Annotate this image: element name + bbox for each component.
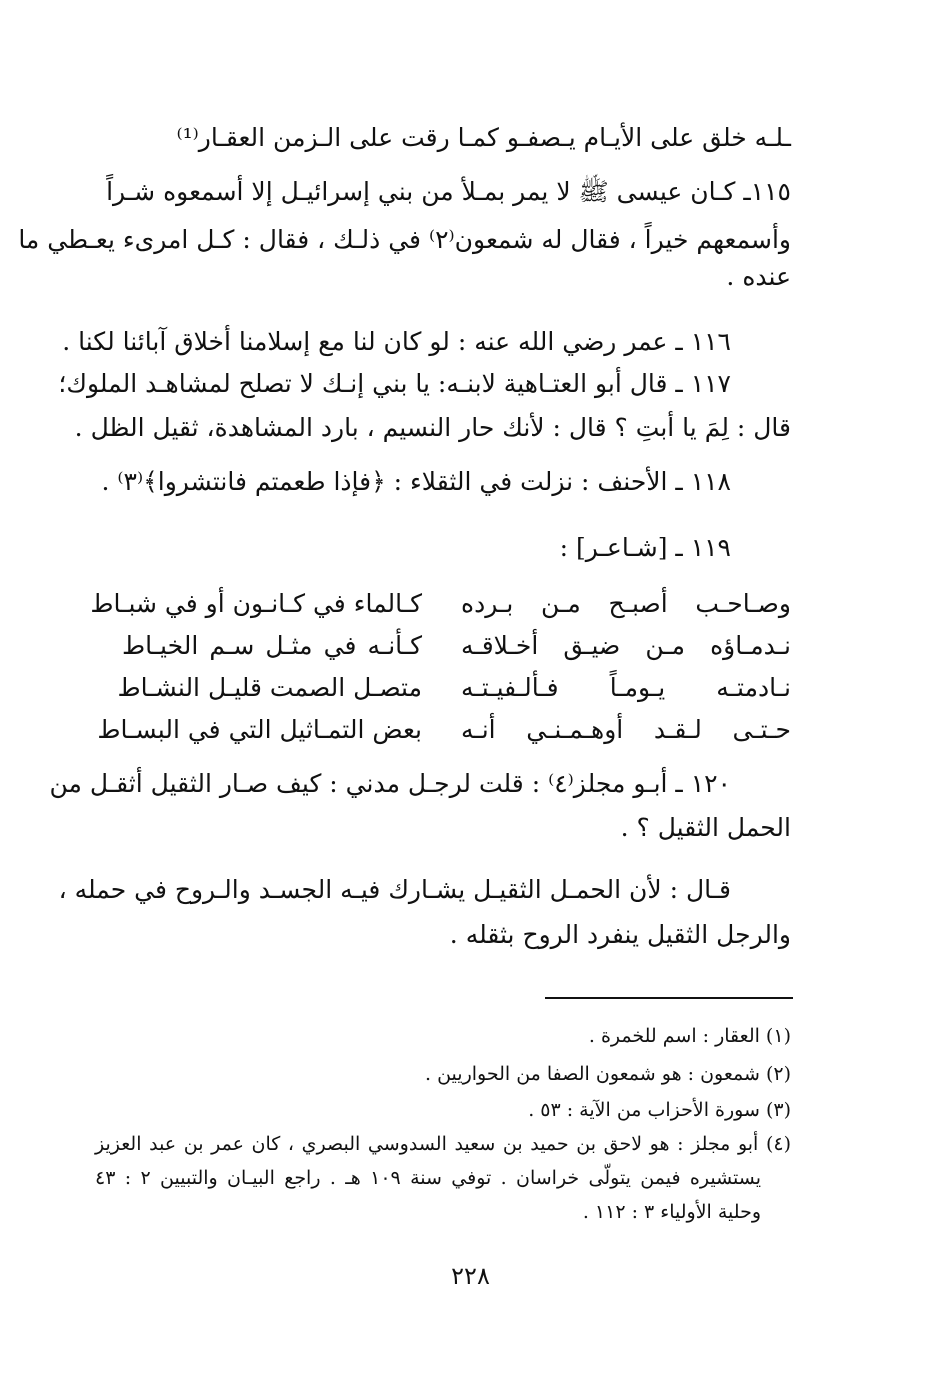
verse-4-hemistich-right: حـتـى لـقـد أوهـمـنـي أنـه — [461, 715, 791, 744]
entry-119-heading: ١١٩ ـ [شـاعـر] : — [559, 533, 731, 562]
verse-4-hemistich-left: بعض التمـاثيل التي في البسـاط — [97, 715, 422, 744]
entry-120-line-4: والرجل الثقيل ينفرد الروح بثقله . — [449, 920, 791, 949]
footnote-2: (٢) شمعون : هو شمعون الصفا من الحواريين . — [425, 1063, 791, 1085]
entry-115-line-1: ١١٥ـ كـان عيسى ﷺ لا يمر بمـلأ من بني إسرائيـل إلا أسمعوه شـراً — [106, 177, 791, 206]
verse-2-hemistich-right: نـدمـاؤه مـن ضيـق أخـلاقـه — [461, 631, 791, 660]
entry-115-line-2: وأسمعهم خيراً ، فقال له شمعون⁽٢⁾ في ذلـك ، فقال : كـل امرىء يعـطي ما — [18, 225, 791, 254]
verse-3-hemistich-right: نـادمتـه يـومـاً فـألـفيـتـه — [461, 673, 791, 702]
entry-117-line-1: ١١٧ ـ قال أبو العتـاهية لابنـه: يا بني إنـك لا تصلح لمشاهـد الملوك؛ — [58, 369, 731, 398]
footnote-4-line-1: (٤) أبو مجلز : هو لاحق بن حميد بن سعيد السدوسي البصري ، كان عمر بن عبد العزيز — [95, 1133, 791, 1155]
entry-120-line-3: قـال : لأن الحمـل الثقيـل يشـارك فيـه الجسـد والـروح في حمله ، — [58, 875, 731, 904]
footnote-4-line-3: وحلية الأولياء ٣ : ١١٢ . — [582, 1201, 761, 1223]
page-number: ٢٢٨ — [451, 1262, 490, 1290]
verse-1-hemistich-left: كـالماء في كـانـون أو في شبـاط — [90, 589, 422, 618]
verse-3-hemistich-left: متصـل الصمت قليـل النشـاط — [117, 673, 422, 702]
verse-2-hemistich-left: كـأنـه في مثـل سـم الخيـاط — [122, 631, 422, 660]
footnote-4-line-2: يستشيره فيمن يتولّى خراسان . توفي سنة ١٠٩ هـ . راجع البيـان والتبيين ٢ : ٤٣ — [95, 1167, 761, 1189]
entry-117-line-2: قال : لِمَ يا أبتِ ؟ قال : لأنك حار النسيم ، بارد المشاهدة، ثقيل الظل . — [74, 413, 791, 442]
entry-118: ١١٨ ـ الأحنف : نزلت في الثقلاء : ﴿فإذا طعمتم فانتشروا﴾⁽٣⁾ . — [101, 467, 731, 496]
verse-continuation-line: ـلـه خلق على الأيـام يـصفـو كمـا رقت على الـزمن العقـار⁽¹⁾ — [176, 123, 791, 152]
footnote-3: (٣) سورة الأحزاب من الآية : ٥٣ . — [528, 1099, 791, 1121]
footnote-1: (١) العقار : اسم للخمرة . — [588, 1025, 791, 1047]
entry-115-line-3: عنده . — [726, 262, 791, 291]
entry-120-line-2: الحمل الثقيل ؟ . — [620, 813, 791, 842]
entry-120-line-1: ١٢٠ ـ أبـو مجلز⁽٤⁾ : قلت لرجـل مدني : كيف صـار الثقيل أثقـل من — [49, 769, 731, 798]
verse-1-hemistich-right: وصـاحـب أصبـح مـن بـرده — [461, 589, 791, 618]
footnote-separator — [545, 997, 793, 999]
entry-116: ١١٦ ـ عمر رضي الله عنه : لو كان لنا مع إسلامنا أخلاق آبائنا لكنا . — [62, 327, 731, 356]
